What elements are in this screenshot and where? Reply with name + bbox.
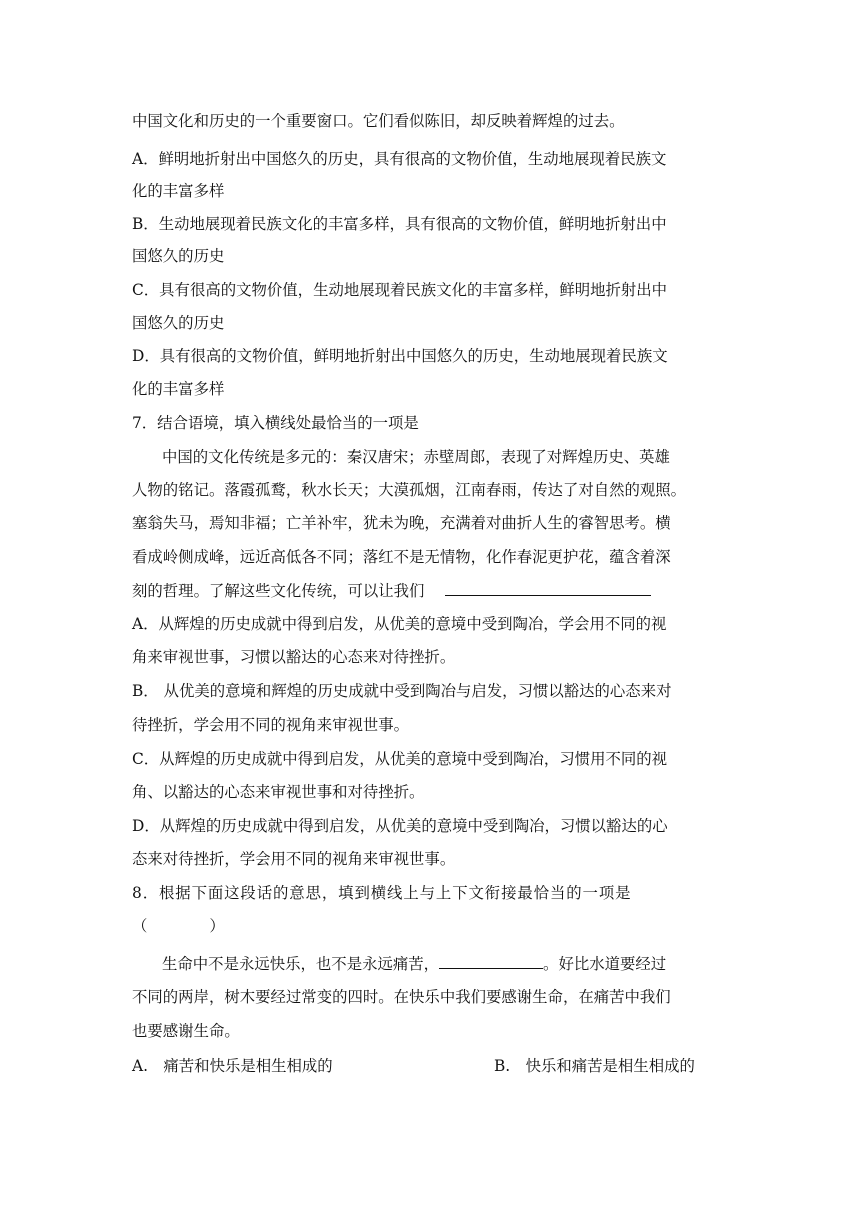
q7-stem: 7．结合语境，填入横线处最恰当的一项是 [132, 414, 419, 432]
q7-option-d-line1: D．从辉煌的历史成就中得到启发，从优美的意境中受到陶冶，习惯以豁达的心 [132, 817, 668, 835]
q8-option-b: B. 快乐和痛苦是相生相成的 [494, 1057, 695, 1075]
q8-passage-before: 生命中不是永远快乐，也不是永远痛苦， [162, 955, 440, 973]
paren-open: （ [132, 917, 148, 935]
q6-option-c-line2: 国悠久的历史 [132, 314, 225, 332]
answer-blank [439, 953, 543, 969]
q7-passage-line4: 看成岭侧成峰，远近高低各不同；落红不是无情物，化作春泥更护花，蕴含着深 [132, 548, 671, 566]
q8-passage-line1 [162, 953, 762, 974]
q6-option-b-line1: B．生动地展现着民族文化的丰富多样，具有很高的文物价值，鲜明地折射出中 [132, 215, 667, 233]
q6-option-b-line2: 国悠久的历史 [132, 247, 225, 265]
q7-passage-last: 刻的哲理。了解这些文化传统，可以让我们 [132, 582, 425, 600]
q7-option-a-line1: A．从辉煌的历史成就中得到启发，从优美的意境中受到陶冶，学会用不同的视 [132, 615, 667, 633]
q7-option-a-line2: 角来审视世事，习惯以豁达的心态来对待挫折。 [132, 648, 456, 666]
q7-passage-line3: 塞翁失马，焉知非福；亡羊补牢，犹未为晚，充满着对曲折人生的睿智思考。横 [132, 514, 671, 532]
answer-blank [445, 580, 651, 596]
q7-passage-line2: 人物的铭记。落霞孤鹜，秋水长天；大漠孤烟，江南春雨，传达了对自然的观照。 [132, 481, 687, 499]
q7-option-b-line2: 待挫折，学会用不同的视角来审视世事。 [132, 716, 410, 734]
q7-option-c-line2: 角、以豁达的心态来审视世事和对待挫折。 [132, 783, 425, 801]
q7-option-b-line1: B． 从优美的意境和辉煌的历史成就中受到陶冶与启发，习惯以豁达的心态来对 [132, 682, 672, 700]
q6-option-a-line2: 化的丰富多样 [132, 182, 225, 200]
q6-option-c-line1: C．具有很高的文物价值，生动地展现着民族文化的丰富多样，鲜明地折射出中 [132, 281, 668, 299]
q7-passage-line5 [132, 580, 732, 601]
q8-paren [132, 916, 732, 936]
q7-passage-line1: 中国的文化传统是多元的：秦汉唐宋；赤壁周郎，表现了对辉煌历史、英雄 [162, 448, 670, 466]
q6-option-a-line1: A．鲜明地折射出中国悠久的历史，具有很高的文物价值，生动地展现着民族文 [132, 150, 667, 168]
q8-option-a: A. 痛苦和快乐是相生相成的 [132, 1057, 333, 1075]
q8-passage-line2: 不同的两岸，树木要经过常变的四时。在快乐中我们要感谢生命，在痛苦中我们 [132, 988, 671, 1006]
q8-options-row [132, 1056, 732, 1076]
q8-passage-after: 。好比水道要经过 [543, 955, 667, 973]
q6-option-d-line1: D．具有很高的文物价值，鲜明地折射出中国悠久的历史，生动地展现着民族文 [132, 347, 668, 365]
paren-close: ） [209, 917, 225, 935]
q7-option-d-line2: 态来对待挫折，学会用不同的视角来审视世事。 [132, 850, 456, 868]
q6-context-tail: 中国文化和历史的一个重要窗口。它们看似陈旧，却反映着辉煌的过去。 [132, 112, 625, 130]
q8-stem: 8．根据下面这段话的意思，填到横线上与上下文衔接最恰当的一项是 [132, 884, 632, 902]
q7-option-c-line1: C．从辉煌的历史成就中得到启发，从优美的意境中受到陶冶，习惯用不同的视 [132, 750, 668, 768]
q8-passage-line3: 也要感谢生命。 [132, 1022, 240, 1040]
q6-option-d-line2: 化的丰富多样 [132, 380, 225, 398]
